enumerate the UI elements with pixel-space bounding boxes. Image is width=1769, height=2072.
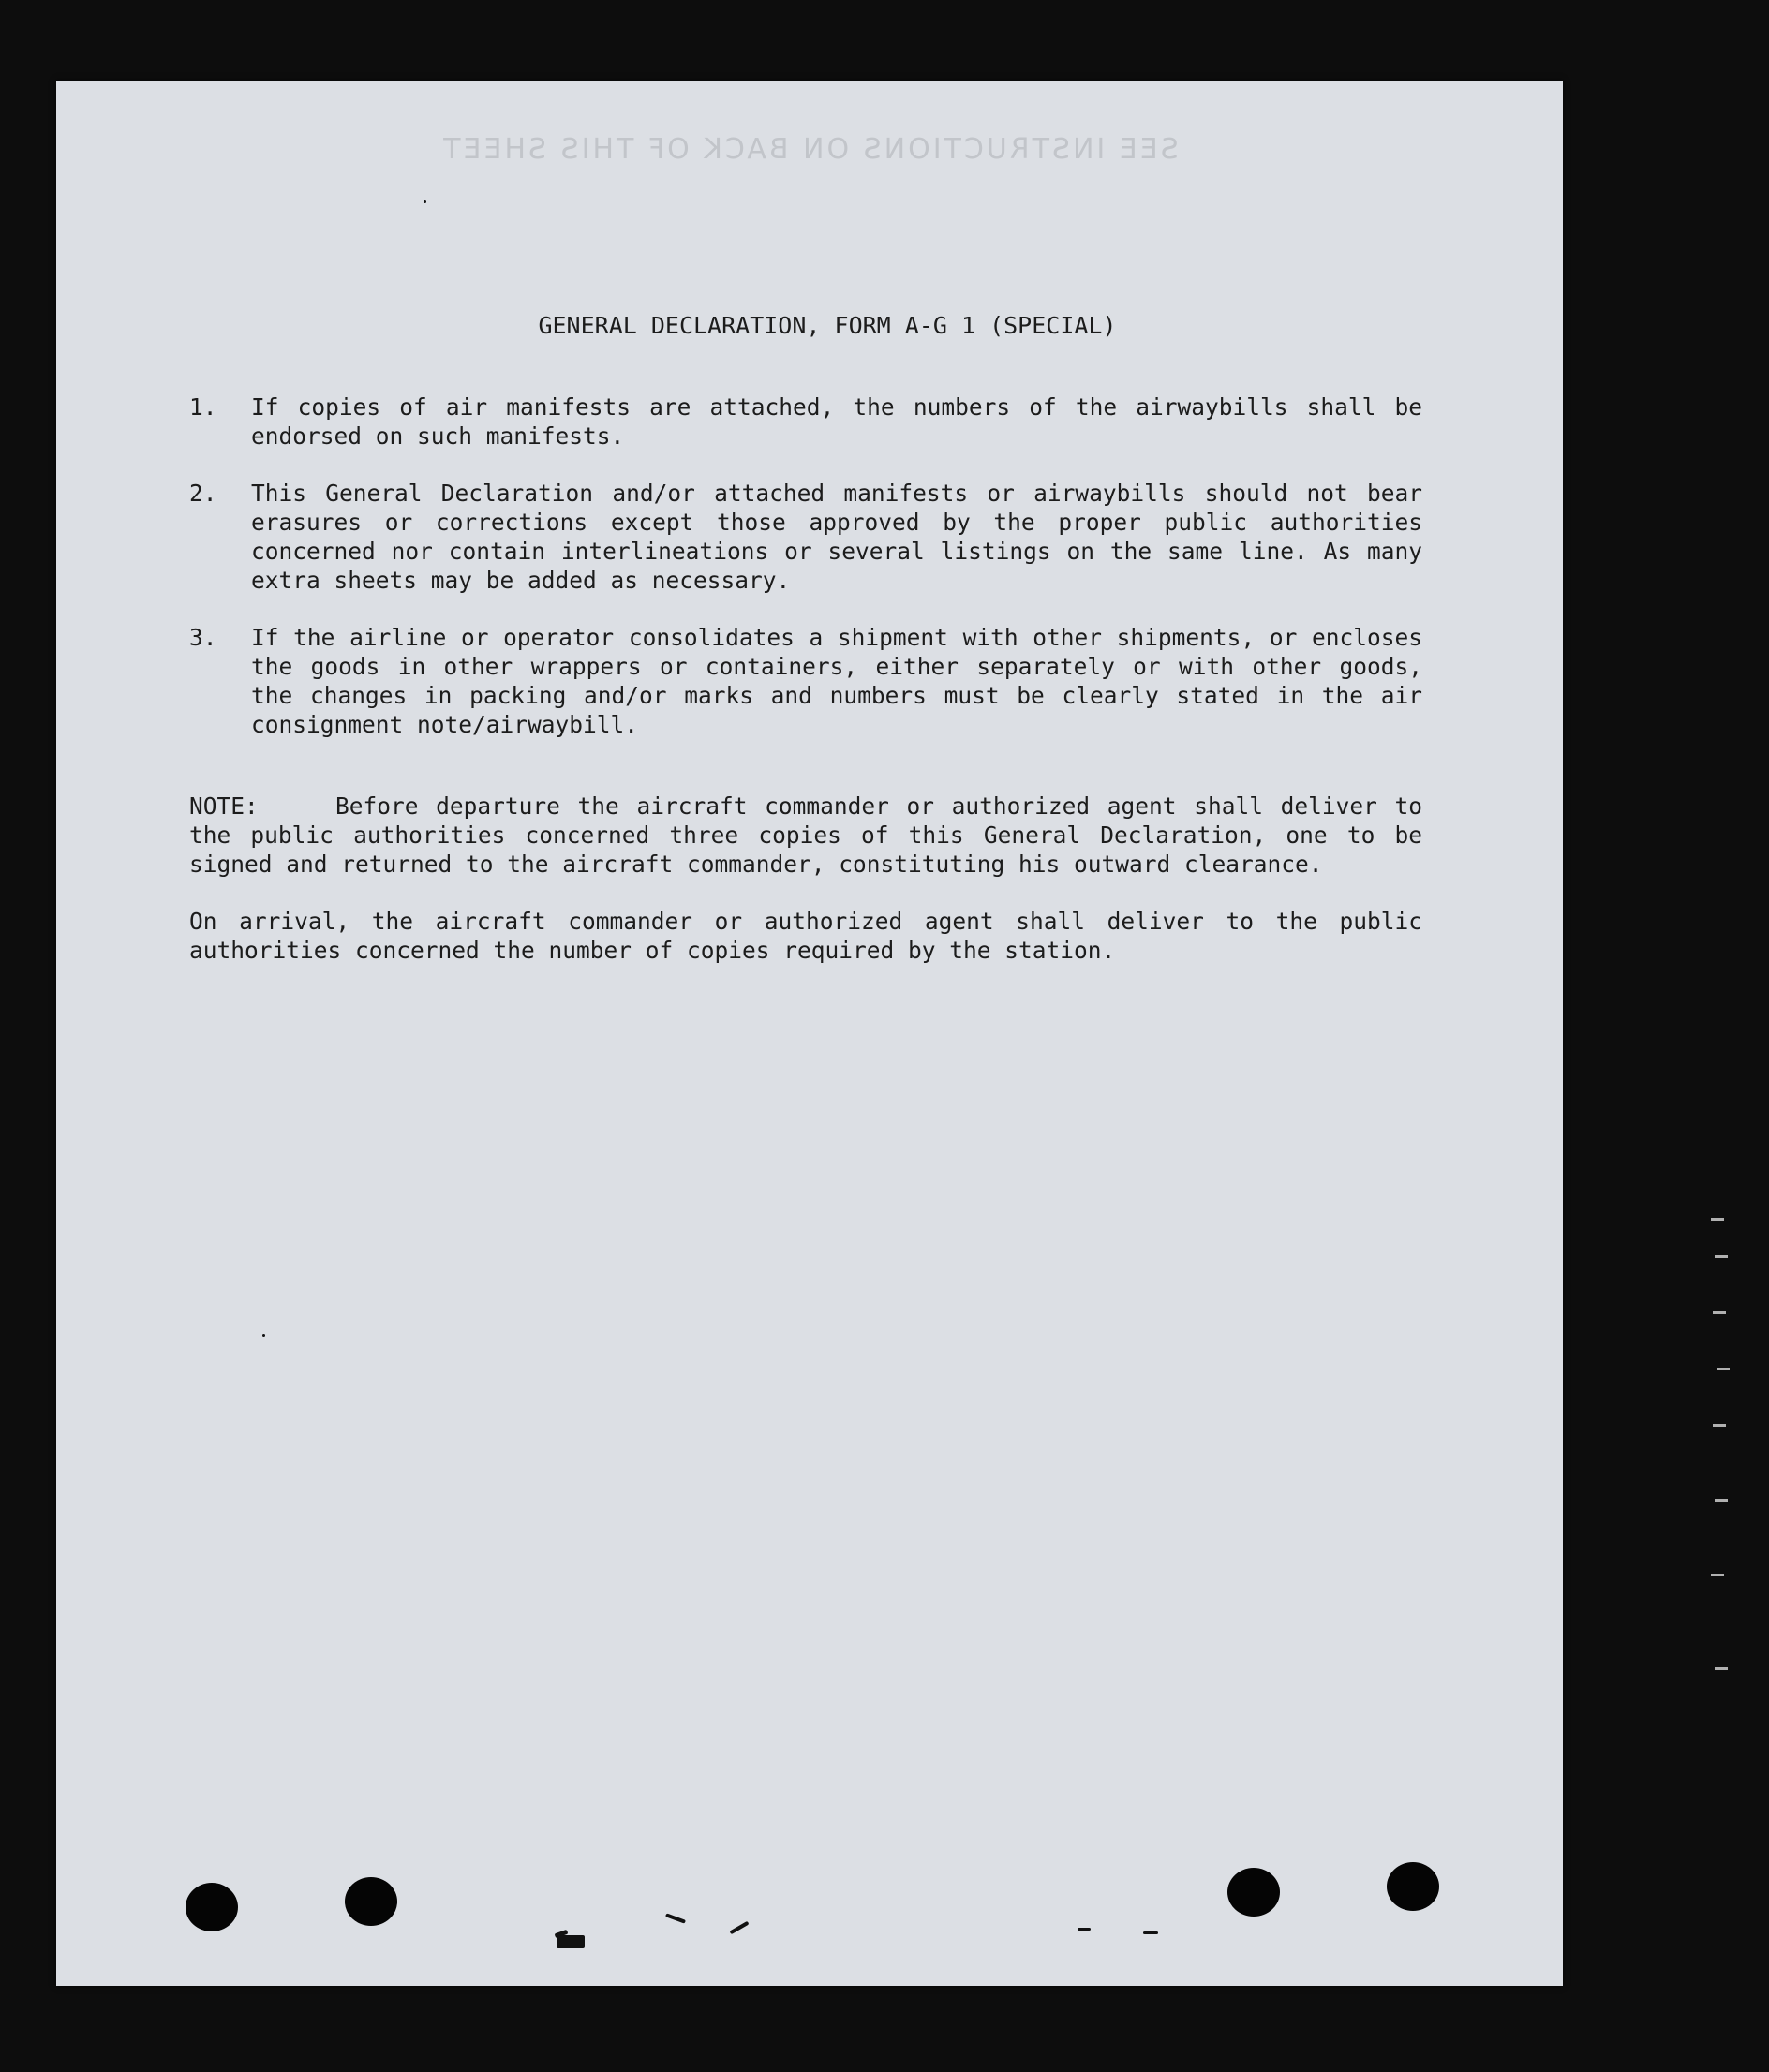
edge-mark — [1713, 1424, 1726, 1427]
edge-mark — [1717, 1368, 1730, 1370]
speck — [557, 1935, 585, 1948]
punch-hole — [1387, 1862, 1439, 1911]
note-label: NOTE: — [189, 792, 259, 820]
edge-mark — [1715, 1499, 1728, 1502]
list-item — [189, 392, 1422, 451]
item-number: 2. — [189, 480, 217, 507]
note-text: Before departure the aircraft commander or authorized agent shall deliver to the public authorities concerned three copies of this General Declaration, one to be signed and returned to the aircraft commander, constituting his outward clearance. — [189, 792, 1422, 878]
punch-hole — [345, 1877, 397, 1926]
item-text: If the airline or operator consolidates a shipment with other shipments, or encloses the goods in other wrappers or containers, either separately or with other goods, the changes in packing and/or marks and numbers must be clearly stated in the air consignment note/airwaybill. — [251, 624, 1422, 738]
list-item — [189, 623, 1422, 739]
punch-hole — [186, 1883, 238, 1931]
punch-hole — [1227, 1868, 1280, 1917]
edge-mark — [1711, 1574, 1724, 1576]
edge-mark — [1715, 1255, 1728, 1258]
list-item — [189, 479, 1422, 595]
item-text: This General Declaration and/or attached manifests or airwaybills should not bear erasures or corrections except those approved by the proper public authorities concerned nor contain interlineations or several listings on the same line. As many extra sheets may be added as necessary. — [251, 480, 1422, 594]
page-title: GENERAL DECLARATION, FORM A-G 1 (SPECIAL) — [538, 312, 1117, 339]
edge-mark — [1713, 1311, 1726, 1314]
edge-mark — [1711, 1218, 1724, 1221]
document-page — [56, 81, 1563, 1986]
speck — [1078, 1928, 1091, 1931]
document-content — [189, 311, 1422, 965]
item-number: 1. — [189, 393, 217, 421]
item-number: 3. — [189, 624, 217, 651]
speck — [424, 200, 426, 203]
speck — [262, 1334, 265, 1337]
bleed-through-text: SEE INSTRUCTIONS ON BACK OF THIS SHEET — [440, 133, 1179, 166]
speck — [665, 1913, 686, 1923]
speck — [1143, 1931, 1158, 1934]
arrival-paragraph: On arrival, the aircraft commander or authorized agent shall deliver to the public authorities concerned the number of copies required by the station. — [189, 908, 1422, 964]
item-text: If copies of air manifests are attached, the numbers of the airwaybills shall be endorsed on such manifests. — [251, 393, 1422, 450]
edge-mark — [1715, 1667, 1728, 1670]
note-paragraph — [189, 792, 1422, 879]
speck — [729, 1921, 749, 1934]
